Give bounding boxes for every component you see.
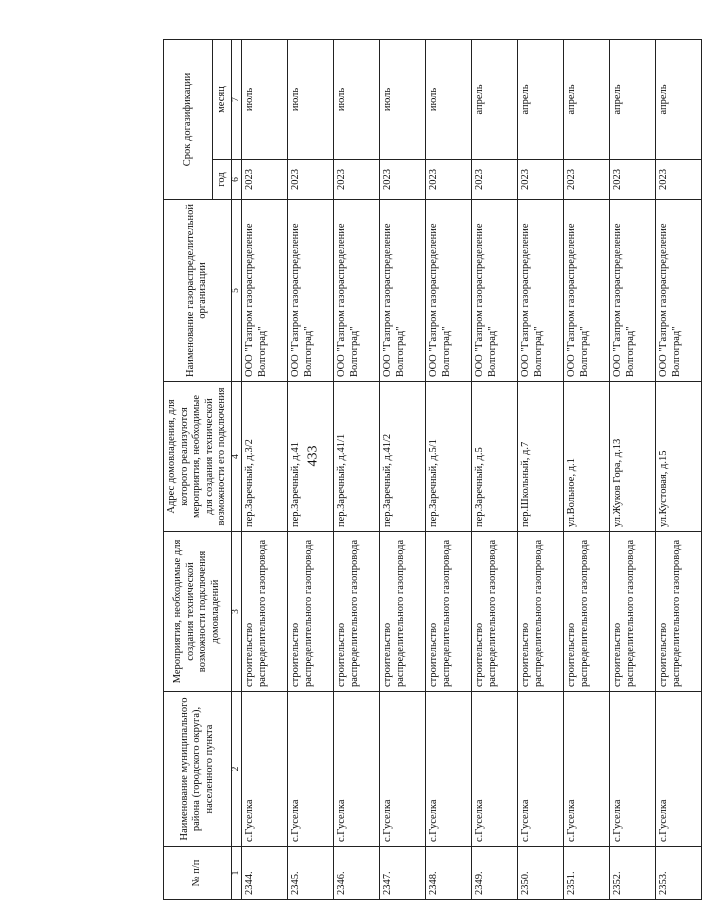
cell-organization: ООО "Газпром газораспределение Волгоград" [472, 200, 518, 382]
table-row [334, 39, 380, 899]
cell-row-number: 2350. [518, 847, 564, 900]
header-term: Срок догазификации [164, 39, 213, 199]
cell-address: пер.Школьный, д.7 [518, 382, 564, 532]
cell-settlement: с.Гуселка [241, 692, 287, 847]
cell-month: апрель [656, 39, 702, 159]
cell-settlement: с.Гуселка [656, 692, 702, 847]
cell-year: 2023 [656, 160, 702, 200]
header-org: Наименование газораспределительной организации [164, 200, 232, 382]
column-number: 4 [231, 382, 241, 532]
cell-year: 2023 [472, 160, 518, 200]
cell-month: июль [334, 39, 380, 159]
cell-organization: ООО "Газпром газораспределение Волгоград" [564, 200, 610, 382]
cell-settlement: с.Гуселка [380, 692, 426, 847]
cell-settlement: с.Гуселка [518, 692, 564, 847]
cell-row-number: 2348. [426, 847, 472, 900]
cell-settlement: с.Гуселка [564, 692, 610, 847]
cell-measure: строительство распределительного газопровода [656, 532, 702, 692]
table-row [472, 39, 518, 899]
cell-year: 2023 [380, 160, 426, 200]
cell-year: 2023 [564, 160, 610, 200]
cell-year: 2023 [334, 160, 380, 200]
cell-row-number: 2346. [334, 847, 380, 900]
table-row [426, 39, 472, 899]
cell-settlement: с.Гуселка [426, 692, 472, 847]
cell-organization: ООО "Газпром газораспределение Волгоград" [334, 200, 380, 382]
cell-organization: ООО "Газпром газораспределение Волгоград" [288, 200, 334, 382]
cell-month: июль [288, 39, 334, 159]
cell-address: ул.Кустовая, д.15 [656, 382, 702, 532]
cell-address: пер.Заречный, д.41/2 [380, 382, 426, 532]
header-district: Наименование муниципального района (городского округа), населенного пункта [164, 692, 232, 847]
column-number: 3 [231, 532, 241, 692]
cell-address: пер.Заречный, д.3/2 [241, 382, 287, 532]
cell-organization: ООО "Газпром газораспределение Волгоград" [426, 200, 472, 382]
cell-year: 2023 [288, 160, 334, 200]
cell-year: 2023 [610, 160, 656, 200]
cell-month: апрель [564, 39, 610, 159]
cell-year: 2023 [426, 160, 472, 200]
cell-settlement: с.Гуселка [288, 692, 334, 847]
column-number: 7 [231, 39, 241, 159]
cell-row-number: 2352. [610, 847, 656, 900]
cell-measure: строительство распределительного газопровода [380, 532, 426, 692]
table-row [610, 39, 656, 899]
cell-settlement: с.Гуселка [472, 692, 518, 847]
cell-row-number: 2349. [472, 847, 518, 900]
header-measures: Мероприятия, необходимые для создания технической возможности подключения домовладений [164, 532, 232, 692]
cell-organization: ООО "Газпром газораспределение Волгоград" [610, 200, 656, 382]
table-row [656, 39, 702, 899]
cell-month: июль [380, 39, 426, 159]
page-number: 433 [305, 445, 321, 467]
column-number: 6 [231, 160, 241, 200]
table-body [241, 39, 701, 899]
header-address: Адрес домовладения, для которого реализуются мероприятия, необходимые для создания технической возможности его подключения [164, 382, 232, 532]
cell-measure: строительство распределительного газопровода [426, 532, 472, 692]
cell-measure: строительство распределительного газопровода [288, 532, 334, 692]
cell-measure: строительство распределительного газопровода [472, 532, 518, 692]
cell-organization: ООО "Газпром газораспределение Волгоград" [518, 200, 564, 382]
header-month: месяц [212, 39, 231, 159]
cell-organization: ООО "Газпром газораспределение Волгоград" [241, 200, 287, 382]
header-year: год [212, 160, 231, 200]
cell-month: июль [426, 39, 472, 159]
cell-row-number: 2344. [241, 847, 287, 900]
header-no: № п/п [164, 847, 232, 900]
cell-month: апрель [610, 39, 656, 159]
cell-address: пер.Заречный, д.41 [288, 382, 334, 532]
rotated-document [163, 40, 682, 900]
cell-year: 2023 [518, 160, 564, 200]
column-number: 5 [231, 200, 241, 382]
table-row [241, 39, 287, 899]
table-row [518, 39, 564, 899]
table-row [564, 39, 610, 899]
column-number: 1 [231, 847, 241, 900]
cell-row-number: 2347. [380, 847, 426, 900]
cell-year: 2023 [241, 160, 287, 200]
cell-address: ул.Вольное, д.1 [564, 382, 610, 532]
cell-address: ул.Жуков Гора, д.13 [610, 382, 656, 532]
table-row [380, 39, 426, 899]
column-number-row [231, 39, 241, 899]
cell-address: пер.Заречный, д.5 [472, 382, 518, 532]
cell-organization: ООО "Газпром газораспределение Волгоград" [656, 200, 702, 382]
column-number: 2 [231, 692, 241, 847]
header-row [164, 39, 213, 899]
table-row [288, 39, 334, 899]
cell-settlement: с.Гуселка [334, 692, 380, 847]
cell-measure: строительство распределительного газопровода [334, 532, 380, 692]
cell-address: пер.Заречный, д.41/1 [334, 382, 380, 532]
cell-month: июль [241, 39, 287, 159]
cell-organization: ООО "Газпром газораспределение Волгоград" [380, 200, 426, 382]
cell-month: апрель [472, 39, 518, 159]
cell-row-number: 2353. [656, 847, 702, 900]
cell-measure: строительство распределительного газопровода [241, 532, 287, 692]
cell-month: апрель [518, 39, 564, 159]
cell-measure: строительство распределительного газопровода [518, 532, 564, 692]
cell-settlement: с.Гуселка [610, 692, 656, 847]
cell-row-number: 2345. [288, 847, 334, 900]
cell-measure: строительство распределительного газопровода [610, 532, 656, 692]
cell-measure: строительство распределительного газопровода [564, 532, 610, 692]
gasification-table [163, 39, 702, 900]
cell-address: пер.Заречный, д.5/1 [426, 382, 472, 532]
cell-row-number: 2351. [564, 847, 610, 900]
